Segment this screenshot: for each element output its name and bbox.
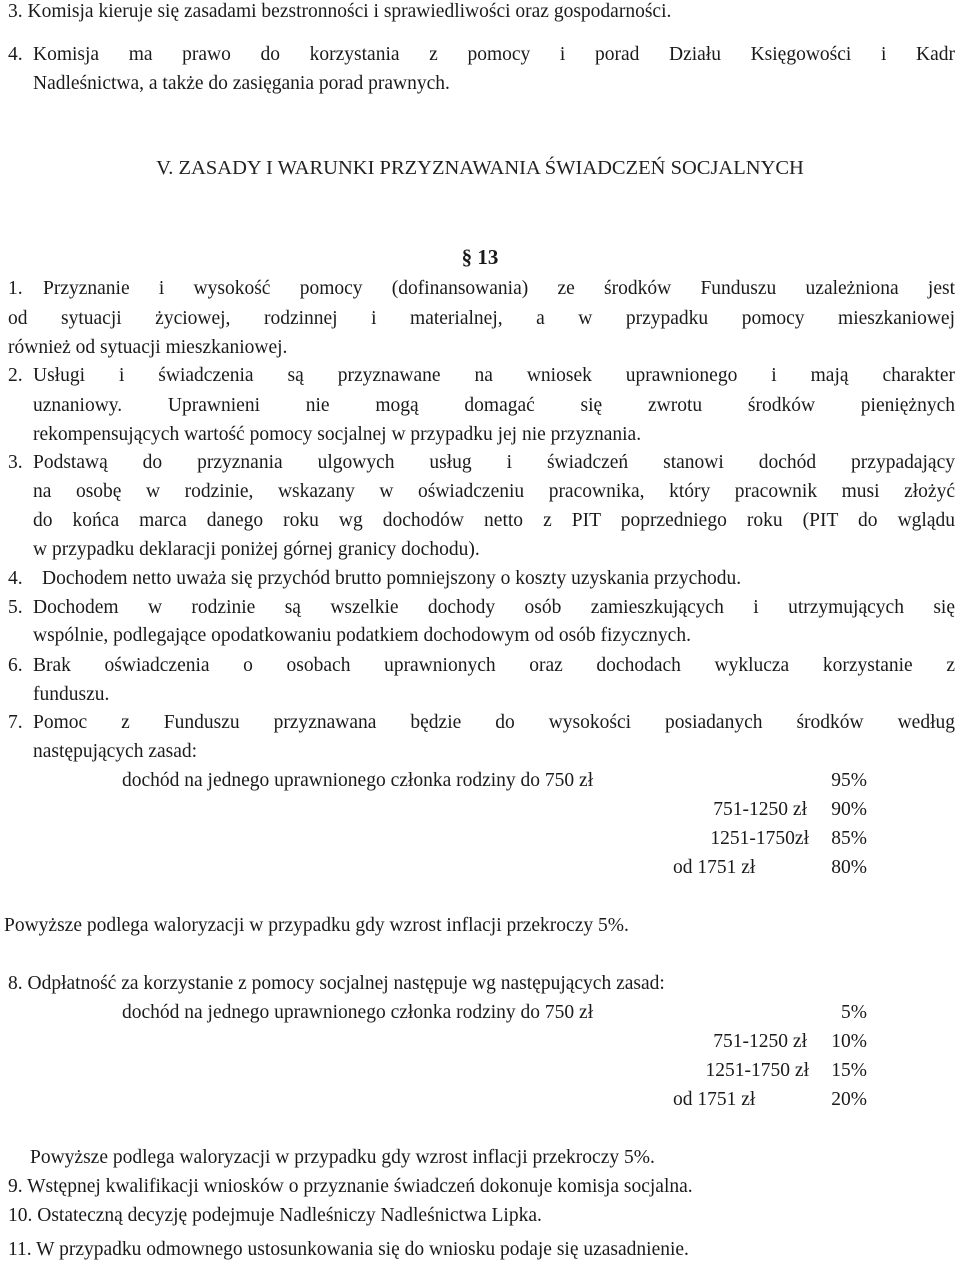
p3-line-1: Podstawą do przyznania ulgowych usług i świadczeń stanowi dochód przypadający [33,452,955,473]
t2-row-4-pct: 20% [831,1089,867,1110]
p2-number: 2. [8,365,23,386]
p3-number: 3. [8,452,23,473]
t2-row-3-label: 1251-1750 zł [705,1060,809,1081]
p8-line: 8. Odpłatność za korzystanie z pomocy socjalnej następuje wg następujących zasad: [8,973,665,994]
t1-row-2-label: 751-1250 zł [713,799,807,820]
p6-number: 6. [8,655,23,676]
t2-row-1-pct: 5% [841,1002,867,1023]
p7-line-2: następujących zasad: [33,741,198,762]
p5-line-2: wspólnie, podlegające opodatkowaniu podatkiem dochodowym od osób fizycznych. [33,625,691,646]
item-4-line-2: Nadleśnictwa, a także do zasięgania porad prawnych. [33,73,450,94]
p3-line-3: do końca marca danego roku wg dochodów netto z PIT poprzedniego roku (PIT do wglądu [33,510,955,531]
t2-row-3-pct: 15% [831,1060,867,1081]
item-4-line-1: Komisja ma prawo do korzystania z pomocy i porad Działu Księgowości i Kadr [33,44,955,65]
valorization-note-1: Powyższe podlega waloryzacji w przypadku gdy wzrost inflacji przekroczy 5%. [4,915,629,936]
p10-line: 10. Ostateczną decyzję podejmuje Nadleśniczy Nadleśnictwa Lipka. [8,1205,542,1226]
p2-line-3: rekompensujących wartość pomocy socjalnej w przypadku jej nie przyznania. [33,424,642,445]
p1-line-1: Przyznanie i wysokość pomocy (dofinansowania) ze środków Funduszu uzależniona jest [43,278,955,299]
p2-line-2: uznaniowy. Uprawnieni nie mogą domagać się zwrotu środków pieniężnych [33,395,955,416]
t1-row-4-pct: 80% [831,857,867,878]
t1-row-3-pct: 85% [831,828,867,849]
p9-line: 9. Wstępnej kwalifikacji wniosków o przyznanie świadczeń dokonuje komisja socjalna. [8,1176,693,1197]
item-3-line: 3. Komisja kieruje się zasadami bezstronności i sprawiedliwości oraz gospodarności. [8,1,672,22]
t2-row-2-pct: 10% [831,1031,867,1052]
p11-line: 11. W przypadku odmownego ustosunkowania się do wniosku podaje się uzasadnienie. [8,1239,689,1260]
t1-row-1-label: dochód na jednego uprawnionego członka rodziny do 750 zł [122,770,594,791]
p5-number: 5. [8,597,23,618]
t1-row-3-label: 1251-1750zł [710,828,809,849]
section-heading: V. ZASADY I WARUNKI PRZYZNAWANIA ŚWIADCZEŃ SOCJALNYCH [156,157,804,179]
t1-row-4-label: od 1751 zł [673,857,756,878]
item-4-number: 4. [8,44,23,65]
p4-number: 4. [8,568,23,589]
t2-row-1-label: dochód na jednego uprawnionego członka rodziny do 750 zł [122,1002,594,1023]
t2-row-4-label: od 1751 zł [673,1089,756,1110]
t1-row-1-pct: 95% [831,770,867,791]
paragraph-number: § 13 [461,245,499,269]
valorization-note-2: Powyższe podlega waloryzacji w przypadku gdy wzrost inflacji przekroczy 5%. [30,1147,655,1168]
p2-line-1: Usługi i świadczenia są przyznawane na wniosek uprawnionego i mają charakter [33,365,955,386]
p4-line-1: Dochodem netto uważa się przychód brutto pomniejszony o koszty uzyskania przychodu. [42,568,742,589]
p3-line-4: w przypadku deklaracji poniżej górnej granicy dochodu). [33,539,480,560]
p7-number: 7. [8,712,23,733]
p6-line-2: funduszu. [33,684,110,705]
t1-row-2-pct: 90% [831,799,867,820]
p1-number: 1. [8,278,23,299]
p5-line-1: Dochodem w rodzinie są wszelkie dochody osób zamieszkujących i utrzymujących się [33,597,955,618]
t2-row-2-label: 751-1250 zł [713,1031,807,1052]
p3-line-2: na osobę w rodzinie, wskazany w oświadczeniu pracownika, który pracownik musi złożyć [33,481,955,502]
p7-line-1: Pomoc z Funduszu przyznawana będzie do wysokości posiadanych środków według [33,712,955,733]
p6-line-1: Brak oświadczenia o osobach uprawnionych oraz dochodach wyklucza korzystanie z [33,655,955,676]
p1-line-3: również od sytuacji mieszkaniowej. [8,337,288,358]
p1-line-2: od sytuacji życiowej, rodzinnej i materialnej, a w przypadku pomocy mieszkaniowej [8,308,955,329]
